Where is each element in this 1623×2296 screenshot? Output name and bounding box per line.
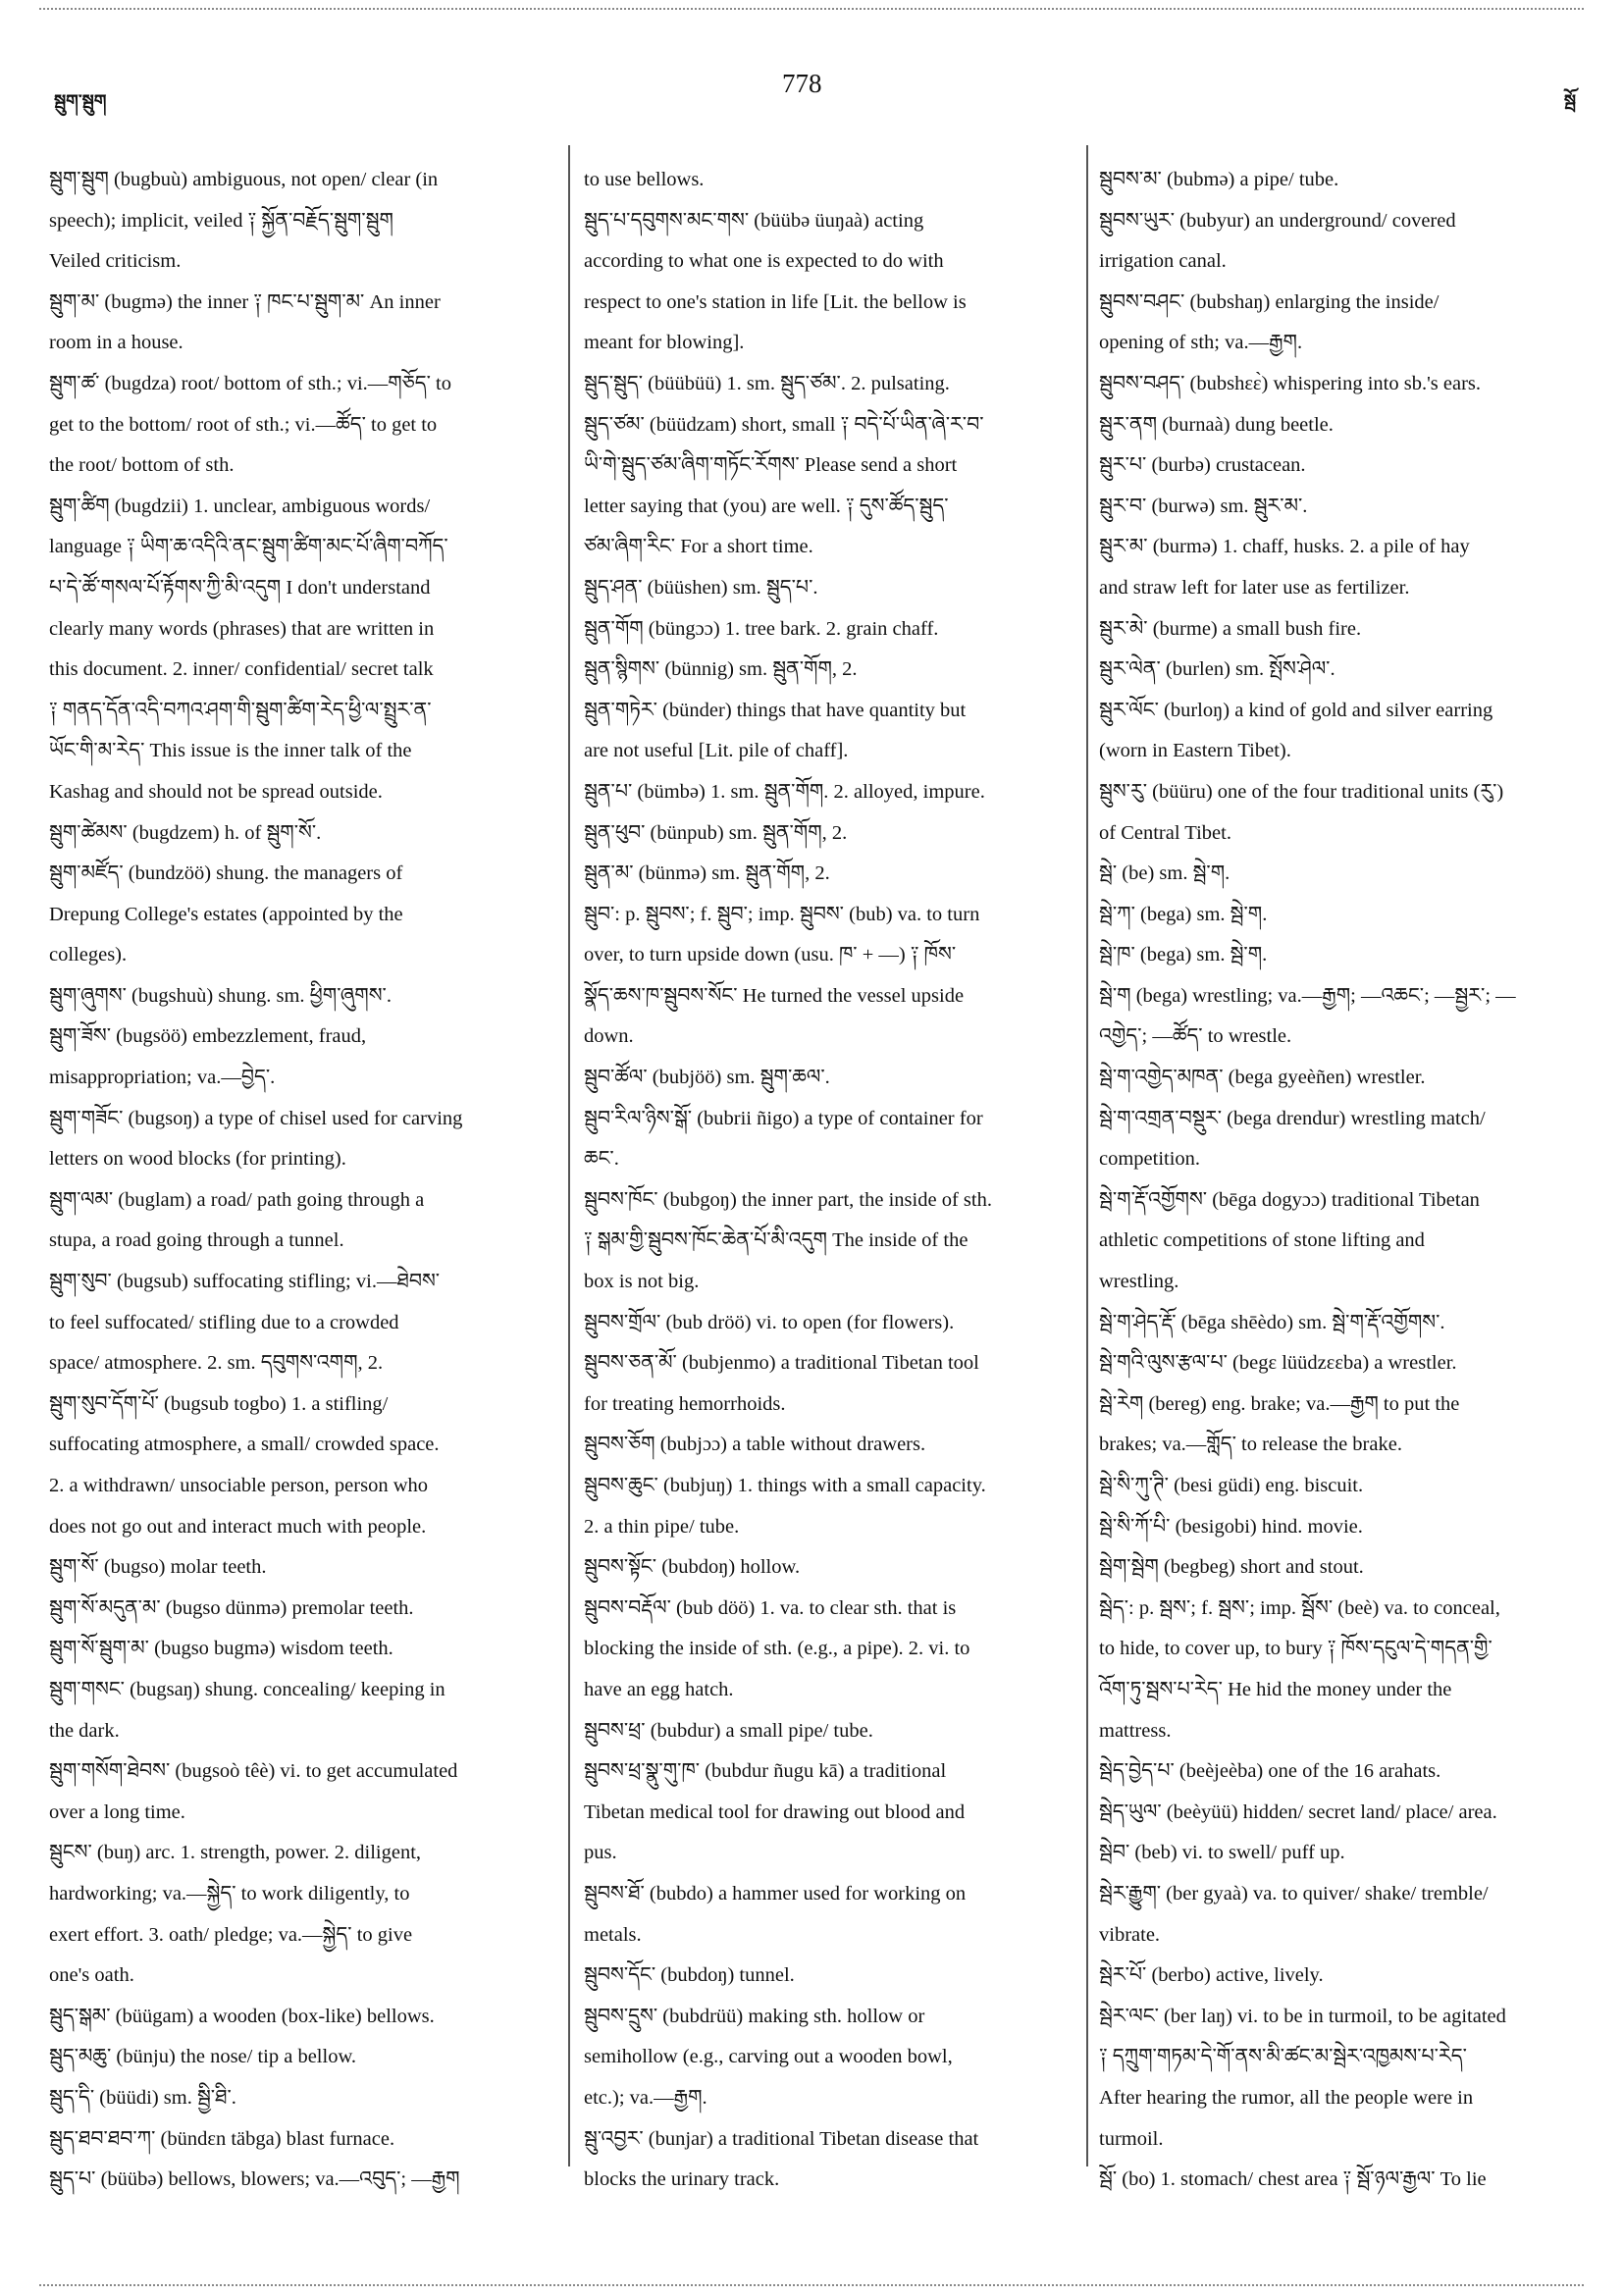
running-head-right: སྦོ [1563,91,1576,112]
entry-line: space/ atmosphere. 2. sm. དབུགས་འགག, 2. [49,1352,384,1375]
entry-line: སྦུབས་མ་ (bubmə) a pipe/ tube. [1099,169,1339,190]
dictionary-entry [49,2119,550,2161]
dictionary-entry [1099,1180,1590,1303]
entry-line: འགྱེད་; —ཚོད་ to wrestle. [1099,1025,1292,1048]
entry-line: སྦེ་སི་ཀོ་པི་ (besigobi) hind. movie. [1099,1515,1363,1538]
dictionary-entry [584,201,1072,364]
entry-line: སྦུངས་ (buŋ) arc. 1. strength, power. 2. diligent, [49,1842,422,1864]
dictionary-entry [49,2078,550,2119]
entry-line: སྦེ་ཀ་ (bega) sm. སྦེ་ག. [1099,903,1268,925]
dictionary-entry [584,1343,1072,1425]
dictionary-entry [1099,1303,1590,1344]
entry-line: letter saying that (you) are well. ༑ དུས་ཚོད་སྦུད་ [584,495,949,517]
entry-line: སྦུར་པ་ (burbə) crustacean. [1099,454,1306,477]
entry-line: སྦུག་གཟོང་ (bugsoŋ) a type of chisel used for carving [49,1107,463,1129]
entry-line: སྦུབས་དྲུས་ (bubdrüü) making sth. hollow or [584,2005,925,2027]
entry-line: ༑ དཀྲུག་གཏམ་དེ་གོ་ནས་མི་ཚང་མ་སྦེར་འཁྱམས་པ་རེད་ [1099,2046,1467,2068]
entry-line: stupa, a road going through a tunnel. [49,1229,344,1252]
entry-line: སྦུབས་གྲོལ་ (bub dröö) vi. to open (for flowers). [584,1311,955,1333]
entry-line: are not useful [Lit. pile of chaff]. [584,740,849,762]
entry-line: སྦེ་ཁ་ (bega) sm. སྦེ་ག. [1099,944,1268,966]
entry-line: down. [584,1025,634,1048]
entry-line: སྦུབས་དོང་ (bubdoŋ) tunnel. [584,1964,795,1987]
dictionary-entry [49,1262,550,1384]
entry-line: སྦུབས་བརྡོལ་ (bub döö) 1. va. to clear sth. that is [584,1596,957,1619]
dictionary-entry [1099,527,1590,608]
entry-line: སྦུབས་སྟོང་ (bubdoŋ) hollow. [584,1556,801,1579]
entry-line: སྦུག་སྦུག (bugbuù) ambiguous, not open/ clear (in [49,169,439,190]
entry-line: སྦུག་མཛོད་ (bundzöö) shung. the managers of [49,862,403,885]
entry-line: ཙམ་ཞིག་རིང་ For a short time. [584,536,813,558]
entry-line: སྦུན་ཕུབ་ (bünpub) sm. སྦུན་གོག, 2. [584,821,848,844]
dictionary-entry [584,854,1072,895]
column-divider [1086,145,1088,2166]
entry-line: སྦོ་ (bo) 1. stomach/ chest area ༑ སྦོ་ཉལ་རྒྱལ་ To lie [1099,2168,1487,2191]
dictionary-entry [584,1589,1072,1711]
entry-line: སྦེར་པོ་ (berbo) active, lively. [1099,1964,1324,1987]
entry-line: སྦེ་ག (bega) wrestling; va.—རྒྱག; —འཆང་; —སྦྱར་; — [1099,984,1516,1007]
entry-line: 2. a withdrawn/ unsociable person, person who [49,1475,428,1496]
entry-line: wrestling. [1099,1271,1179,1293]
entry-line: blocks the urinary track. [584,2168,780,2191]
dictionary-entry [1099,1997,1590,2160]
entry-line: over, to turn upside down (usu. ཁ་ + —) ༑ ཁོས་ [584,944,957,966]
entry-line: athletic competitions of stone lifting and [1099,1229,1425,1252]
entry-line: སྦུག་གསོག་ཐེབས་ (bugsoò têè) vi. to get accumulated [49,1760,458,1783]
entry-line: སྦེ་ག་འགྱེད་མཁན་ (bega gyeèñen) wrestler. [1099,1067,1426,1089]
entry-line: སྦུར་ནག (burnaà) dung beetle. [1099,413,1334,436]
entry-line: སྦུན་སྙིགས་ (bünnig) sm. སྦུན་གོག, 2. [584,658,858,681]
dictionary-entry [1099,609,1590,651]
dictionary-entry [1099,1547,1590,1589]
dictionary-entry [1099,283,1590,364]
entry-line: སྦུབས་ཕྲ་སྣུ་གུ་ཁ་ (bubdur ñugu kā) a traditional [584,1760,947,1783]
dictionary-column-2 [584,160,1072,2201]
dictionary-entry [584,568,1072,609]
entry-line: སྦུད་པ་དབུགས་མང་གས་ (büübə üuŋaà) acting [584,209,924,232]
dictionary-entry [1099,1833,1590,1874]
entry-line: hardworking; va.—སྐྱེད་ to work diligently, to [49,1882,410,1905]
dictionary-entry [49,1099,550,1180]
entry-line: སྦུག་ལམ་ (buglam) a road/ path going through a [49,1188,425,1211]
entry-line: letters on wood blocks (for printing). [49,1148,346,1171]
entry-line: སྦུབ་: p. སྦུབས་; f. སྦུབ་; imp. སྦུབས་ (bub) va. to turn [584,903,980,925]
dictionary-entry [1099,1874,1590,1956]
entry-line: mattress. [1099,1719,1172,1742]
dictionary-entry [1099,1793,1590,1834]
dictionary-entry [584,691,1072,772]
dictionary-entry [584,1180,1072,1303]
entry-line: vibrate. [1099,1923,1161,1946]
entry-line: get to the bottom/ root of sth.; vi.—ཚོད་ to get to [49,413,438,436]
entry-line: misappropriation; va.—བྱེད་. [49,1067,276,1089]
dictionary-entry [1099,1956,1590,1997]
dictionary-entry [49,364,550,487]
entry-line: སྦུབ་རིལ་ཉིས་སྒོ་ (bubrii ñigo) a type of container for [584,1107,983,1129]
entry-line: སྦུབས་ཅན་མོ་ (bubjenmo) a traditional Tibetan tool [584,1352,979,1375]
entry-line: འོག་ཏུ་སྦས་པ་རེད་ He hid the money under the [1099,1678,1452,1700]
entry-line: according to what one is expected to do with [584,250,944,273]
entry-line: suffocating atmosphere, a small/ crowded space. [49,1434,440,1456]
entry-line: སྦུན་གཏེར་ (bünder) things that have quantity but [584,699,967,721]
dictionary-entry [584,1303,1072,1344]
entry-line: clearly many words (phrases) that are written in [49,617,435,640]
dictionary-entry [584,364,1072,405]
entry-line: room in a house. [49,332,183,354]
entry-line: སྦུག་ཟོས་ (bugsöö) embezzlement, fraud, [49,1025,367,1048]
entry-line: སྦེར་ལང་ (ber laŋ) vi. to be in turmoil, to be agitated [1099,2005,1506,2027]
entry-line: སྦུར་མ་ (burmə) 1. chaff, husks. 2. a pile of hay [1099,536,1470,558]
dictionary-entry [49,854,550,976]
entry-line: semihollow (e.g., carving out a wooden bowl, [584,2046,953,2068]
dictionary-entry [1099,976,1590,1058]
entry-line: སྦུད་སྒམ་ (büügam) a wooden (box-like) bellows. [49,2005,435,2027]
entry-line: the root/ bottom of sth. [49,454,235,477]
dictionary-entry [49,1180,550,1262]
entry-line: ༑ གནད་དོན་འདི་བཀའ་ཤག་གི་སྦུག་ཚིག་རེད་ཕྱི་ལ་སྤྲུར་ན་ [49,699,432,721]
entry-line: སྦུབས་ཆུང་ (bubjuŋ) 1. things with a small capacity. [584,1475,986,1496]
dictionary-entry [49,2037,550,2078]
dictionary-entry [1099,691,1590,772]
dictionary-entry [1099,650,1590,691]
dictionary-entry [584,1956,1072,1997]
dictionary-entry [49,2160,550,2201]
entry-line: སྦུར་ལོང་ (burloŋ) a kind of gold and silver earring [1099,699,1493,721]
entry-line: respect to one's station in life [Lit. the bellow is [584,290,967,313]
dictionary-entry [1099,935,1590,976]
entry-line: སྦུད་ཤན་ (büüshen) sm. སྦུད་པ་. [584,576,818,599]
entry-line: Drepung College's estates (appointed by the [49,903,403,925]
dictionary-entry [584,1547,1072,1589]
entry-line: opening of sth; va.—རྒྱག. [1099,332,1303,354]
entry-line: and straw left for later use as fertilizer. [1099,576,1410,599]
entry-line: སྦུར་བ་ (burwə) sm. སྦུར་མ་. [1099,495,1308,517]
dictionary-entry [49,487,550,813]
dictionary-entry [584,2119,1072,2201]
entry-line: སྦེ་རེག (bereg) eng. brake; va.—རྒྱག to put the [1099,1392,1460,1415]
page-number: 778 [782,69,822,98]
entry-line: སྦེ་སི་ཀུ་ཊི་ (besi güdi) eng. biscuit. [1099,1475,1364,1496]
entry-line: སྦེ་ག་འགྲན་བསྡུར་ (bega drendur) wrestling match/ [1099,1107,1486,1129]
entry-line: སྦུན་མ་ (bünmə) sm. སྦུན་གོག, 2. [584,862,830,885]
entry-line: སྣོད་ཆས་ཁ་སྦུབས་སོང་ He turned the vessel upside [584,984,965,1007]
dictionary-entry [1099,1384,1590,1466]
entry-line: སྦེ་ག་ཤེད་རྡོ་ (bēga shēèdo) sm. སྦེ་ག་རྡོ་འགྱོགས་. [1099,1311,1445,1333]
entry-line: to feel suffocated/ stifling due to a crowded [49,1311,399,1333]
dictionary-entry [1099,1507,1590,1548]
entry-line: over a long time. [49,1800,185,1823]
dictionary-entry [1099,895,1590,936]
dictionary-entry [49,976,550,1018]
entry-line: Tibetan medical tool for drawing out blood and [584,1800,966,1823]
entry-line: one's oath. [49,1964,134,1987]
dictionary-entry [49,1384,550,1547]
entry-line: སྦེད་ཡུལ་ (beèyüü) hidden/ secret land/ place/ area. [1099,1800,1497,1823]
entry-line: སྦེ་ག་རྡོ་འགྱོགས་ (bēga dogyɔɔ) traditional Tibetan [1099,1188,1480,1211]
dictionary-entry [584,1058,1072,1099]
dictionary-entry [584,609,1072,651]
dictionary-entry [49,1589,550,1630]
entry-line: སྦུག་སོ་མདུན་མ་ (bugso dünmə) premolar teeth. [49,1596,414,1619]
dictionary-entry [49,283,550,364]
entry-line: སྦུག་ཚེམས་ (bugdzem) h. of སྦུག་སོ་. [49,821,322,844]
entry-line: colleges). [49,944,128,966]
entry-line: ཡོང་གི་མ་རེད་ This issue is the inner talk of the [49,740,412,762]
entry-line: སྦུག་སུབ་དོག་པོ་ (bugsub togbo) 1. a stifling/ [49,1392,389,1415]
entry-line: སྦུབས་བཤང་ (bubshaŋ) enlarging the inside/ [1099,290,1440,313]
entry-line: སྦེ་ (be) sm. སྦེ་ག. [1099,862,1230,885]
dictionary-entry [49,160,550,283]
entry-line: competition. [1099,1148,1201,1171]
entry-line: སྦུད་པ་ (büübə) bellows, blowers; va.—འབུད་; —རྒྱག [49,2168,460,2191]
dictionary-entry [1099,2160,1590,2201]
entry-line: have an egg hatch. [584,1678,734,1700]
entry-line: for treating hemorrhoids. [584,1392,786,1415]
entry-line: པ་དེ་ཚོ་གསལ་པོ་རྟོགས་ཀྱི་མི་འདུག I don't understand [49,576,431,599]
entry-line: brakes; va.—གློད་ to release the brake. [1099,1434,1402,1456]
entry-line: སྦེག་སྦེག (begbeg) short and stout. [1099,1556,1364,1579]
top-dotted-rule [39,8,1584,10]
entry-line: (worn in Eastern Tibet). [1099,740,1291,762]
entry-line: སྦུབ་ཚོལ་ (bubjöö) sm. སྦུག་ཆལ་. [584,1067,830,1089]
entry-line: སྦུག་གསང་ (bugsaŋ) shung. concealing/ keeping in [49,1678,445,1700]
entry-line: སྦུབས་བཤད་ (bubshɛɛ̀) whispering into sb.'s ears. [1099,372,1482,394]
dictionary-entry [1099,1099,1590,1180]
entry-line: to hide, to cover up, to bury ༑ ཁོས་དངུལ་དེ་གདན་གྱི་ [1099,1638,1492,1660]
entry-line: སྦུབས་ཅོག (bubjɔɔ) a table without drawers. [584,1434,926,1456]
entry-line: སྦུར་ལེན་ (burlen) sm. སྤོས་ཤེལ་. [1099,658,1335,681]
entry-line: སྦེར་རྒྱུག་ (ber gyaà) va. to quiver/ shake/ tremble/ [1099,1882,1489,1905]
dictionary-entry [584,813,1072,855]
entry-line: exert effort. 3. oath/ pledge; va.—སྐྱེད་ to give [49,1923,413,1946]
entry-line: meant for blowing]. [584,332,745,354]
entry-line: སྦུབས་ཐོ་ (bubdo) a hammer used for working on [584,1882,967,1905]
entry-line: to use bellows. [584,169,705,190]
entry-line: After hearing the rumor, all the people were in [1099,2086,1474,2109]
entry-line: སྦུག་མ་ (bugmə) the inner ༑ ཁང་པ་སྦུག་མ་ An inner [49,290,441,313]
entry-line: སྦུན་གོག (büngɔɔ) 1. tree bark. 2. grain chaff. [584,617,939,640]
dictionary-entry [49,1833,550,1996]
entry-line: 2. a thin pipe/ tube. [584,1515,740,1538]
entry-line: སྦུབས་ཡུར་ (bubyur) an underground/ covered [1099,209,1456,232]
entry-line: metals. [584,1923,642,1946]
dictionary-column-1 [49,160,550,2201]
dictionary-entry [584,160,1072,201]
entry-line: སྦུད་ཙམ་ (büüdzam) short, small ༑ བདེ་པོ་ཡིན་ཞེ་ར་བ་ [584,413,984,436]
dictionary-entry [1099,1751,1590,1793]
entry-line: of Central Tibet. [1099,821,1231,844]
dictionary-entry [584,895,1072,1058]
entry-line: ཆང་. [584,1148,619,1171]
dictionary-entry [1099,854,1590,895]
entry-line: སྦུ་འབྱར་ (bunjar) a traditional Tibetan disease that [584,2127,979,2150]
dictionary-entry [49,813,550,855]
dictionary-entry [49,1017,550,1098]
dictionary-entry [49,1547,550,1589]
dictionary-entry [1099,364,1590,405]
dictionary-entry [1099,201,1590,283]
dictionary-entry [1099,160,1590,201]
dictionary-entry [584,1711,1072,1752]
entry-line: སྦུད་མཆུ་ (bünju) the nose/ tip a bellow. [49,2046,357,2068]
entry-line: Veiled criticism. [49,250,182,273]
entry-line: སྦུན་པ་ (bümbə) 1. sm. སྦུན་གོག. 2. alloyed, impure. [584,780,985,803]
entry-line: སྦུག་ཚིག (bugdzii) 1. unclear, ambiguous words/ [49,495,431,517]
dictionary-column-3 [1099,160,1590,2201]
entry-line: language ༑ ཡིག་ཆ་འདིའི་ནང་སྦུག་ཚིག་མང་པོ་ཞིག་བཀོད་ [49,536,448,558]
entry-line: སྦེ་གའི་ལུས་རྩལ་པ་ (begɛ lüüdzɛɛba) a wrestler. [1099,1352,1457,1375]
dictionary-entry [584,772,1072,813]
dictionary-entry [584,1099,1072,1180]
dictionary-entry [584,650,1072,691]
entry-line: ཡི་གེ་སྦུད་ཙམ་ཞིག་གཏོང་རོགས་ Please send a short [584,454,958,477]
entry-line: སྦེད་བྱེད་པ་ (beèjeèba) one of the 16 arahats. [1099,1760,1441,1783]
entry-line: སྦུག་ཚ་ (bugdza) root/ bottom of sth.; vi.—གཅོད་ to [49,372,451,394]
entry-line: box is not big. [584,1271,700,1293]
column-divider [568,145,570,2166]
entry-line: speech); implicit, veiled ༑ སྐྱོན་བརྗོད་སྦུག་སྦུག [49,209,393,232]
entry-line: སྦུད་དི་ (büüdi) sm. སྦྱི་ཐི་. [49,2086,236,2109]
dictionary-entry [49,1629,550,1670]
dictionary-entry [49,1670,550,1751]
dictionary-entry [49,1751,550,1833]
bottom-dotted-rule [39,2284,1584,2286]
dictionary-entry [49,1997,550,2038]
entry-line: སྦུབས་ཕྲ་ (bubdur) a small pipe/ tube. [584,1719,873,1742]
entry-line: pus. [584,1842,617,1864]
entry-line: Kashag and should not be spread outside. [49,780,383,803]
dictionary-entry [584,405,1072,568]
dictionary-entry [1099,1058,1590,1099]
dictionary-entry [1099,1466,1590,1507]
dictionary-entry [1099,1589,1590,1751]
dictionary-entry [584,1751,1072,1874]
entry-line: this document. 2. inner/ confidential/ secret talk [49,658,434,681]
entry-line: the dark. [49,1719,120,1742]
entry-line: སྦུས་རུ་ (büüru) one of the four traditional units (རུ་) [1099,780,1504,803]
entry-line: turmoil. [1099,2127,1164,2150]
dictionary-entry [1099,405,1590,446]
dictionary-entry [584,1425,1072,1466]
dictionary-entry [1099,772,1590,854]
entry-line: སྦེབ་ (beb) vi. to swell/ puff up. [1099,1842,1345,1864]
dictionary-entry [1099,445,1590,487]
entry-line: སྦུར་མེ་ (burme) a small bush fire. [1099,617,1362,640]
entry-line: སྦུད་ཐབ་ཐབ་ཀ་ (bündɛn täbga) blast furnace. [49,2127,395,2150]
dictionary-entry [1099,487,1590,528]
dictionary-entry [584,1874,1072,1956]
dictionary-entry [584,1997,1072,2119]
entry-line: སྦུག་སོ་ (bugso) molar teeth. [49,1556,267,1579]
entry-line: སྦུག་ཞུགས་ (bugshuù) shung. sm. ཕྱིག་ཞུགས་. [49,984,392,1007]
entry-line: blocking the inside of sth. (e.g., a pipe). 2. vi. to [584,1638,970,1660]
entry-line: སྦུག་སོ་སྦུག་མ་ (bugso bugmə) wisdom teeth. [49,1638,393,1660]
running-head-left: སྦུག་སྦུག [54,91,107,112]
entry-line: ༑ སྒམ་གྱི་སྦུབས་ཁོང་ཆེན་པོ་མི་འདུག The inside of the [584,1229,969,1252]
dictionary-entry [1099,1343,1590,1384]
entry-line: etc.); va.—རྒྱག. [584,2086,707,2109]
entry-line: སྦུབས་ཁོང་ (bubgoŋ) the inner part, the inside of sth. [584,1188,992,1211]
entry-line: སྦུག་སུབ་ (bugsub) suffocating stifling; vi.—ཐེབས་ [49,1271,441,1293]
entry-line: does not go out and interact much with people. [49,1515,427,1538]
dictionary-entry [584,1466,1072,1547]
entry-line: irrigation canal. [1099,250,1227,273]
entry-line: སྦེད་: p. སྦས་; f. སྦས་; imp. སྦོས་ (beè) va. to conceal, [1099,1596,1500,1619]
entry-line: སྦུད་སྦུད་ (büübüü) 1. sm. སྦུད་ཙམ་. 2. pulsating. [584,372,950,394]
